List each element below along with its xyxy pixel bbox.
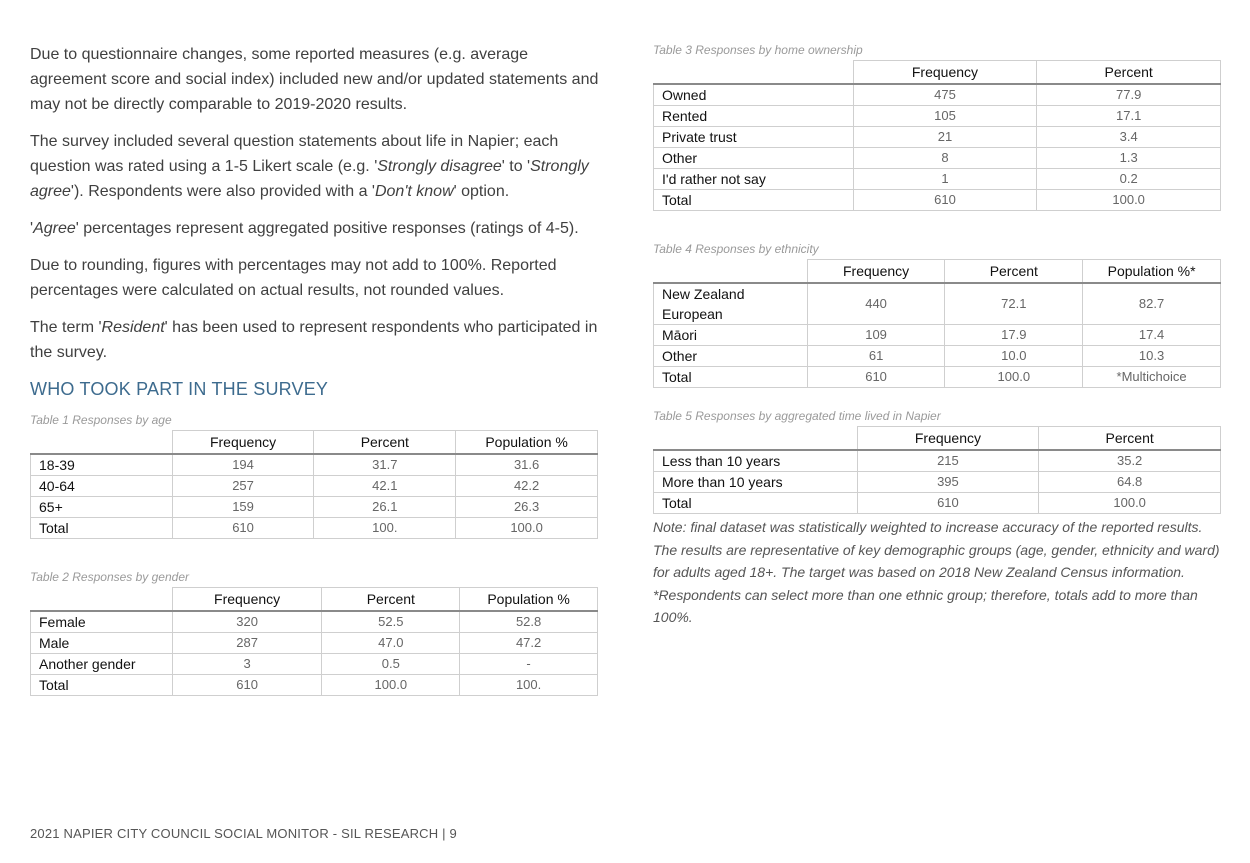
table-cell: 10.3	[1083, 346, 1221, 367]
row-label: Private trust	[654, 127, 854, 148]
row-label: Male	[31, 633, 173, 654]
column-header: Frequency	[857, 427, 1039, 451]
table-gender	[30, 587, 598, 696]
row-label: Other	[654, 148, 854, 169]
table-time-lived	[653, 426, 1221, 514]
table-cell: 100.	[460, 675, 598, 696]
intro-paragraph-3	[30, 216, 600, 241]
column-header: Percent	[1037, 61, 1221, 85]
table5-caption: Table 5 Responses by aggregated time lived in Napier	[653, 409, 941, 423]
row-label: Female	[31, 611, 173, 633]
table-row	[31, 675, 598, 696]
header-blank-cell	[31, 588, 173, 612]
column-header: Frequency	[172, 588, 322, 612]
row-label: Total	[654, 367, 808, 388]
row-label: Other	[654, 346, 808, 367]
column-header: Frequency	[807, 260, 945, 284]
row-label: Owned	[654, 84, 854, 106]
table-cell: 610	[853, 190, 1037, 211]
table-row	[654, 169, 1221, 190]
table-cell: 0.2	[1037, 169, 1221, 190]
table-cell: 0.5	[322, 654, 460, 675]
column-header: Percent	[314, 431, 456, 455]
table-row	[654, 346, 1221, 367]
text-run: The survey included several question statements about life in Napier; each question was rated using a 1-5 Likert scale (e.g. '	[30, 133, 559, 175]
table-cell: 21	[853, 127, 1037, 148]
row-label: 65+	[31, 497, 173, 518]
table-cell: 1	[853, 169, 1037, 190]
table-cell: 82.7	[1083, 283, 1221, 325]
emphasis-strongly-disagree: Strongly disagree	[377, 158, 502, 175]
row-label: New Zealand European	[654, 283, 808, 325]
table-cell: 610	[807, 367, 945, 388]
table-cell: 159	[172, 497, 314, 518]
header-blank-cell	[654, 61, 854, 85]
table-cell: 26.1	[314, 497, 456, 518]
table3-caption: Table 3 Responses by home ownership	[653, 43, 863, 57]
intro-paragraph-2	[30, 129, 600, 204]
table-cell: 257	[172, 476, 314, 497]
table-row	[654, 190, 1221, 211]
emphasis-resident: Resident	[101, 319, 165, 336]
table-row	[654, 148, 1221, 169]
row-label: Another gender	[31, 654, 173, 675]
text-run: The term '	[30, 319, 102, 336]
section-heading: WHO TOOK PART IN THE SURVEY	[30, 379, 329, 399]
row-label: Total	[654, 493, 858, 514]
table-cell: 35.2	[1039, 450, 1221, 472]
table-cell: 42.1	[314, 476, 456, 497]
column-header: Percent	[1039, 427, 1221, 451]
table-cell: 610	[172, 675, 322, 696]
row-label: Māori	[654, 325, 808, 346]
table-cell: 287	[172, 633, 322, 654]
table-cell: 17.4	[1083, 325, 1221, 346]
table-cell: 475	[853, 84, 1037, 106]
table-cell: *Multichoice	[1083, 367, 1221, 388]
table-cell: 610	[857, 493, 1039, 514]
table-cell: 31.7	[314, 454, 456, 476]
page-footer: 2021 NAPIER CITY COUNCIL SOCIAL MONITOR - SIL RESEARCH | 9	[30, 826, 457, 841]
table-cell: 320	[172, 611, 322, 633]
table-row	[654, 367, 1221, 388]
table-header-row	[654, 260, 1221, 284]
table-cell: 52.5	[322, 611, 460, 633]
emphasis-strongly-agree: Strongly agree	[30, 158, 589, 200]
table4-caption: Table 4 Responses by ethnicity	[653, 242, 819, 256]
row-label: 18-39	[31, 454, 173, 476]
text-run: ' has been used to represent respondents who participated in the survey.	[30, 319, 598, 361]
table-cell: 47.0	[322, 633, 460, 654]
intro-paragraph-1: Due to questionnaire changes, some reported measures (e.g. average agreement score and social index) included new and/or updated statements and may not be directly comparable to 2019-2020 results.	[30, 46, 599, 113]
row-label: More than 10 years	[654, 472, 858, 493]
table-cell: -	[460, 654, 598, 675]
table-row	[654, 127, 1221, 148]
text-run: ' percentages represent aggregated positive responses (ratings of 4-5).	[75, 220, 579, 237]
table-cell: 3.4	[1037, 127, 1221, 148]
intro-paragraph-5	[30, 315, 600, 365]
text-run: ' to '	[501, 158, 531, 175]
table-cell: 105	[853, 106, 1037, 127]
table-cell: 100.0	[456, 518, 598, 539]
row-label: 40-64	[31, 476, 173, 497]
table-row	[654, 493, 1221, 514]
emphasis-agree: Agree	[33, 220, 76, 237]
column-header: Frequency	[172, 431, 314, 455]
table-age	[30, 430, 598, 539]
table-row	[31, 611, 598, 633]
table-cell: 100.	[314, 518, 456, 539]
table-row	[31, 497, 598, 518]
emphasis-dont-know: Don't know	[374, 183, 454, 200]
column-header: Population %*	[1083, 260, 1221, 284]
table-row	[654, 450, 1221, 472]
row-label: Total	[31, 518, 173, 539]
table-cell: 64.8	[1039, 472, 1221, 493]
table-cell: 1.3	[1037, 148, 1221, 169]
header-blank-cell	[31, 431, 173, 455]
table-cell: 42.2	[456, 476, 598, 497]
table-cell: 8	[853, 148, 1037, 169]
table-cell: 77.9	[1037, 84, 1221, 106]
table-cell: 61	[807, 346, 945, 367]
table-row	[654, 84, 1221, 106]
table2-caption: Table 2 Responses by gender	[30, 570, 189, 584]
table-home-ownership	[653, 60, 1221, 211]
text-run: ' option.	[453, 183, 510, 200]
table-cell: 100.0	[945, 367, 1083, 388]
table-cell: 52.8	[460, 611, 598, 633]
row-label: Total	[31, 675, 173, 696]
table-header-row	[31, 431, 598, 455]
row-label: I'd rather not say	[654, 169, 854, 190]
row-label: Rented	[654, 106, 854, 127]
table-row	[654, 325, 1221, 346]
table-row	[31, 476, 598, 497]
table-cell: 610	[172, 518, 314, 539]
table-cell: 17.1	[1037, 106, 1221, 127]
column-header: Population %	[460, 588, 598, 612]
header-blank-cell	[654, 260, 808, 284]
right-column	[653, 42, 1223, 629]
column-header: Frequency	[853, 61, 1037, 85]
table-cell: 47.2	[460, 633, 598, 654]
table-row	[31, 633, 598, 654]
intro-paragraph-4: Due to rounding, figures with percentages may not add to 100%. Reported percentages were calculated on actual results, not rounded values.	[30, 257, 557, 299]
table-cell: 72.1	[945, 283, 1083, 325]
table-cell: 215	[857, 450, 1039, 472]
table-cell: 440	[807, 283, 945, 325]
table-row	[654, 283, 1221, 325]
table-row	[31, 518, 598, 539]
table-cell: 194	[172, 454, 314, 476]
table-header-row	[654, 61, 1221, 85]
table-row	[31, 654, 598, 675]
table1-caption: Table 1 Responses by age	[30, 413, 172, 427]
table-cell: 17.9	[945, 325, 1083, 346]
table-row	[654, 472, 1221, 493]
methodology-note: Note: final dataset was statistically weighted to increase accuracy of the reported results. The results are representative of key demographic groups (age, gender, ethnicity and ward) for adults aged 18+. The target was based on 2018 New Zealand Census information. *Respondents can select more than one ethnic group; therefore, totals add to more than 100%.	[653, 519, 1220, 625]
header-blank-cell	[654, 427, 858, 451]
table-cell: 100.0	[1037, 190, 1221, 211]
table-header-row	[31, 588, 598, 612]
table-cell: 395	[857, 472, 1039, 493]
text-run: '	[30, 220, 34, 237]
table-header-row	[654, 427, 1221, 451]
table-cell: 31.6	[456, 454, 598, 476]
table-cell: 100.0	[322, 675, 460, 696]
text-run: '). Respondents were also provided with a '	[70, 183, 375, 200]
table-cell: 10.0	[945, 346, 1083, 367]
table-cell: 26.3	[456, 497, 598, 518]
row-label: Total	[654, 190, 854, 211]
column-header: Percent	[322, 588, 460, 612]
column-header: Percent	[945, 260, 1083, 284]
table-cell: 100.0	[1039, 493, 1221, 514]
row-label: Less than 10 years	[654, 450, 858, 472]
table-cell: 3	[172, 654, 322, 675]
table-row	[31, 454, 598, 476]
column-header: Population %	[456, 431, 598, 455]
table-row	[654, 106, 1221, 127]
table-ethnicity	[653, 259, 1221, 388]
table-cell: 109	[807, 325, 945, 346]
left-column	[30, 42, 600, 726]
